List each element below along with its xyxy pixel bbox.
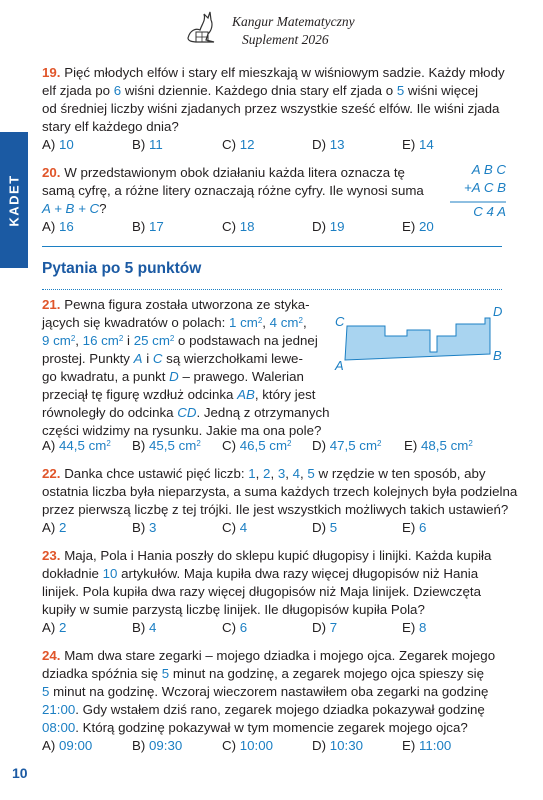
question-21: 21. Pewna figura została utworzona ze styka- jących się kwadratów o polach: 1 $cm^2$, 4 $cm^2$, 9 $cm^2$, 16 $cm^2$ i 25 $cm^2$ o podstawach na jednej prostej. Punkty A i C są wierzchołkami lewe- go kwadratu, a punkt D – prawego. Walerian przeciął tę figurę wzdłuż odcinka AB, który jest równoległy do odcinka CD. Jedną z otrzymanych części widzimy na rysunku. Jakie ma ona pole? xyxy=(42,297,330,438)
header xyxy=(180,6,380,50)
q19-line-1: 19. Pięć młodych elfów i stary elf mieszkają w wiśniowym sadzie. Każdy młody xyxy=(42,65,505,80)
header-title: Kangur Matematyczny xyxy=(232,14,355,29)
answer-option[interactable]: E) 20 xyxy=(402,219,434,234)
answer-option[interactable]: B) 11 xyxy=(132,137,163,152)
sum-result: C 4 A xyxy=(473,204,506,219)
q19-line-4: stary elf każdego dnia? xyxy=(42,119,179,134)
side-tab xyxy=(0,132,28,268)
answer-option[interactable]: E) 11:00 xyxy=(402,738,452,753)
q20-answers xyxy=(42,218,502,236)
question-number: 23. xyxy=(42,548,61,563)
question-number: 20. xyxy=(42,165,61,180)
answer-option[interactable]: E) 6 xyxy=(402,520,427,535)
answer-option[interactable]: D) 10:30 xyxy=(312,738,364,753)
question-23: 23. Maja, Pola i Hania poszły do sklepu kupić długopisy i linijki. Każda kupiła dokładnie 10 artykułów. Maja kupiła dwa razy więcej długopisów niż Hania linijek. Pola kupiła dwa razy więcej długopisów niż Maja linijek. Dziewczęta kupiły w sumie parzystą liczbę linijek. Ile długopisów kupiła Pola? xyxy=(42,548,492,617)
q22-answers xyxy=(42,519,502,537)
question-number: 22. xyxy=(42,466,61,481)
answer-option[interactable]: C) 46,5 $cm^2$ xyxy=(222,438,292,453)
addend-1: A B C xyxy=(471,162,506,177)
side-tab-label: KADET xyxy=(6,173,22,227)
kangaroo-logo-icon xyxy=(180,8,222,48)
answer-option[interactable]: A) 2 xyxy=(42,620,67,635)
answer-option[interactable]: A) 2 xyxy=(42,520,67,535)
label-C: C xyxy=(335,314,345,329)
label-B: B xyxy=(493,348,502,363)
question-22: 22. Danka chce ustawić pięć liczb: 1, 2, 3, 4, 5 w rzędzie w ten sposób, aby ostatnia liczba była nieparzysta, a suma każdych trzech kolejnych była podzielna przez pierwszą liczbę z tej trójki. Ile jest wszystkich możliwych takich ustawień? xyxy=(42,466,518,517)
q20-column-addition xyxy=(448,162,506,224)
q24-answers xyxy=(42,737,502,755)
answer-option[interactable]: C) 12 xyxy=(222,137,255,152)
answer-option[interactable]: D) 19 xyxy=(312,219,345,234)
addend-2: +A C B xyxy=(463,180,506,195)
q20-line-1: 20. W przedstawionym obok działaniu każda litera oznacza tę xyxy=(42,165,405,180)
answer-option[interactable]: A) 44,5 $cm^2$ xyxy=(42,438,111,453)
answer-option[interactable]: A) 16 xyxy=(42,219,74,234)
question-24: 24. Mam dwa stare zegarki – mojego dziadka i mojego ojca. Zegarek mojego dziadka spóźnia się 5 minut na godzinę, a zegarek mojego ojca spieszy się 5 minut na godzinę. Wczoraj wieczorem nastawiłem oba zegarki na godzinę 21:00. Gdy wstałem dziś rano, zegarek mojego dziadka pokazywał godzinę 08:00. Którą godzinę pokazywał w tym momencie zegarek mojego ojca? xyxy=(42,648,496,735)
answer-option[interactable]: B) 4 xyxy=(132,620,157,635)
question-number: 24. xyxy=(42,648,61,663)
section-title: Pytania po 5 punktów xyxy=(42,260,202,277)
answer-option[interactable]: E) 8 xyxy=(402,620,427,635)
question-20 xyxy=(42,164,442,218)
q19-line-3: od średniej liczby wiśni zjadanych przez wszystkie sześć elfów. Ile wiśni zjada xyxy=(42,101,500,116)
q19-answers xyxy=(42,136,502,154)
answer-option[interactable]: D) 13 xyxy=(312,137,345,152)
answer-option[interactable]: B) 17 xyxy=(132,219,164,234)
q20-line-3: A + B + C? xyxy=(42,201,107,216)
question-number: 21. xyxy=(42,297,61,312)
cut-figure-shape xyxy=(345,318,490,360)
answer-option[interactable]: C) 4 xyxy=(222,520,248,535)
section-divider xyxy=(42,246,502,247)
q19-line-2: elf zjada po 6 wiśni dziennie. Każdego dnia stary elf zjada o 5 wiśni więcej xyxy=(42,83,479,98)
answer-option[interactable]: B) 3 xyxy=(132,520,157,535)
answer-option[interactable]: A) 09:00 xyxy=(42,738,93,753)
answer-option[interactable]: B) 09:30 xyxy=(132,738,183,753)
label-D: D xyxy=(493,304,503,319)
page-number: 10 xyxy=(12,765,28,781)
answer-option[interactable]: E) 48,5 $cm^2$ xyxy=(404,438,473,453)
q20-line-2: samą cyfrę, a różne litery oznaczają różne cyfry. Ile wynosi suma xyxy=(42,183,424,198)
q21-answers xyxy=(42,437,502,455)
answer-option[interactable]: B) 45,5 $cm^2$ xyxy=(132,438,201,453)
question-number: 19. xyxy=(42,65,61,80)
answer-option[interactable]: C) 6 xyxy=(222,620,248,635)
answer-option[interactable]: D) 47,5 $cm^2$ xyxy=(312,438,382,453)
header-subtitle: Suplement 2026 xyxy=(242,32,329,47)
answer-option[interactable]: D) 5 xyxy=(312,520,338,535)
q21-figure xyxy=(330,300,510,380)
section-dotted-rule xyxy=(42,289,502,290)
q23-answers xyxy=(42,619,502,637)
answer-option[interactable]: D) 7 xyxy=(312,620,338,635)
answer-option[interactable]: C) 18 xyxy=(222,219,255,234)
label-A: A xyxy=(335,358,344,373)
question-19 xyxy=(42,64,505,136)
answer-option[interactable]: E) 14 xyxy=(402,137,434,152)
answer-option[interactable]: C) 10:00 xyxy=(222,738,274,753)
answer-option[interactable]: A) 10 xyxy=(42,137,74,152)
